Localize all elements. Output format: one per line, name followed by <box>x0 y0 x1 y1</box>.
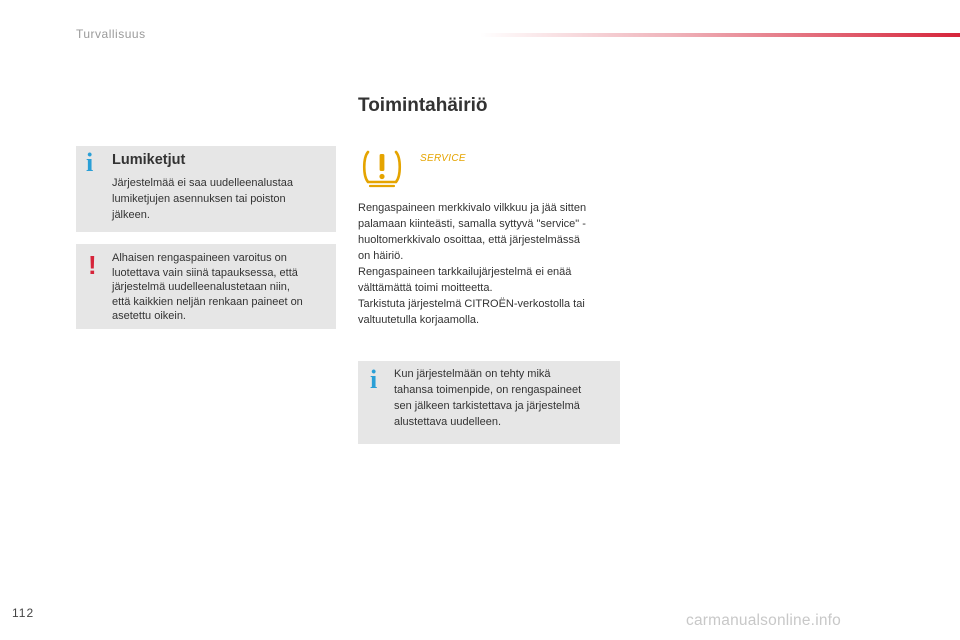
text-line: Kun järjestelmään on tehty mikä <box>394 368 551 380</box>
warning-text <box>112 251 334 324</box>
text-line: Järjestelmää ei saa uudelleenalustaa <box>112 177 294 189</box>
text-line: sen jälkeen tarkistettava ja järjestelmä <box>394 400 580 412</box>
info-box-reset <box>358 361 620 444</box>
text-line: lumiketjujen asennuksen tai poiston <box>112 193 286 205</box>
info-icon: i <box>86 148 94 177</box>
text-line: Alhaisen rengaspaineen varoitus on <box>112 252 287 264</box>
header-accent-bar <box>480 33 960 37</box>
text-line: alustettava uudelleen. <box>394 416 502 428</box>
box-text <box>112 175 332 223</box>
text-line: että kaikkien neljän renkaan paineet on <box>112 295 303 308</box>
text-line: valtuutetulla korjaamolla. <box>358 314 480 326</box>
text-line: jälkeen. <box>112 209 150 221</box>
watermark: carmanualsonline.info <box>686 612 841 629</box>
text-line: asetettu oikein. <box>112 310 186 322</box>
header-section-title: Turvallisuus <box>76 27 146 41</box>
info-icon: i <box>370 365 378 394</box>
text-line: välttämättä toimi moitteetta. <box>358 282 493 294</box>
text-line: luotettava vain siinä tapauksessa, että <box>112 266 298 279</box>
service-indicator-label: SERVICE <box>420 153 466 164</box>
text-line: huoltomerkkivalo osoittaa, että järjestelmässä <box>358 234 580 246</box>
text-line: palamaan kiinteästi, samalla syttyvä "service" - <box>358 218 586 230</box>
box-heading: Lumiketjut <box>112 152 186 168</box>
exclamation-icon: ! <box>88 250 97 280</box>
text-line: Rengaspaineen tarkkailujärjestelmä ei enää <box>358 266 572 278</box>
page-number: 112 <box>12 606 35 620</box>
text-line: tahansa toimenpide, on rengaspaineet <box>394 384 582 396</box>
body-text <box>358 200 620 328</box>
info-text <box>394 366 616 430</box>
warning-box <box>76 244 336 329</box>
page-title: Toimintahäiriö <box>358 95 488 116</box>
text-line: Rengaspaineen merkkivalo vilkkuu ja jää sitten <box>358 202 587 214</box>
text-line: on häiriö. <box>358 250 404 262</box>
tire-pressure-warning-icon <box>360 146 404 190</box>
text-line: järjestelmä uudelleenalustetaan niin, <box>112 281 290 293</box>
info-box-lumiketjut <box>76 146 336 232</box>
text-line: Tarkistuta järjestelmä CITROËN-verkostolla tai <box>358 298 585 310</box>
